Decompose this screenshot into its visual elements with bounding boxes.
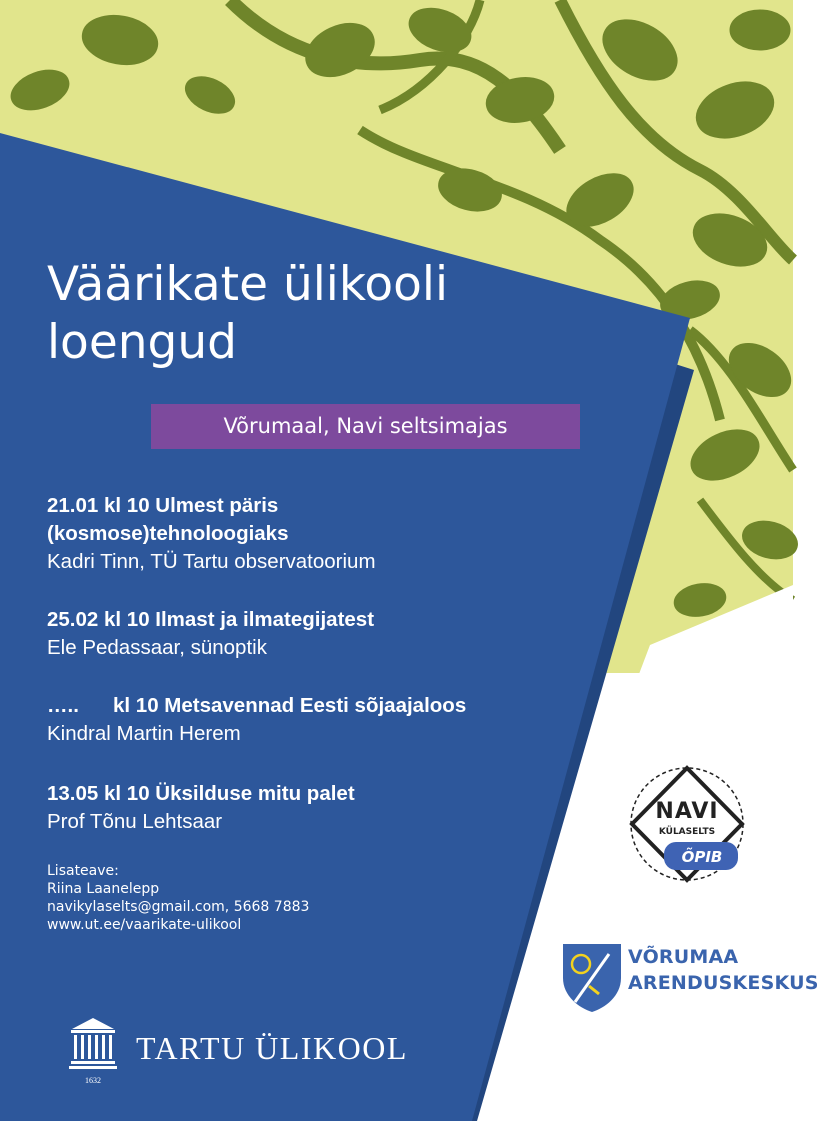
vorumaa-logo-text [628,944,819,996]
contact-name: Riina Laanelepp [47,881,160,897]
lecture-item [47,492,607,576]
lecture-date-placeholder: ….. [47,694,79,717]
tartu-year: 1632 [85,1076,101,1085]
lecture-speaker: Kindral Martin Herem [47,722,241,745]
poster-title [47,256,567,372]
lecture-item [47,606,607,662]
contact-info [47,862,309,934]
location-band: Võrumaal, Navi seltsimajas [151,404,580,449]
vorumaa-line-1: VÕRUMAA [628,946,739,968]
lecture-heading: 21.01 kl 10 Ulmest päris [47,494,279,517]
lecture-heading [47,692,607,720]
lecture-heading: 25.02 kl 10 Ilmast ja ilmategijatest [47,608,375,631]
lecture-item [47,692,607,748]
navi-kulaselts-logo [624,762,754,888]
navi-tag: ÕPIB [681,848,723,866]
navi-name: NAVI [655,799,719,824]
lecture-speaker: Prof Tõnu Lehtsaar [47,810,223,833]
title-line-1: Väärikate ülikooli [47,257,449,312]
contact-label: Lisateave: [47,863,119,879]
contact-url[interactable]: www.ut.ee/vaarikate-ulikool [47,917,242,933]
tartu-university-emblem-icon [68,1015,118,1087]
lecture-heading-text: kl 10 Metsavennad Eesti sõjaajaloos [113,694,467,717]
lecture-speaker: Ele Pedassaar, sünoptik [47,636,267,659]
vorumaa-line-2: ARENDUSKESKUS [628,972,819,994]
navi-sub: KÜLASELTS [658,827,716,837]
lecture-item [47,780,607,836]
lecture-heading-cont: (kosmose)tehnoloogiaks [47,522,289,545]
lecture-speaker: Kadri Tinn, TÜ Tartu observatoorium [47,550,376,573]
contact-email-phone: navikylaselts@gmail.com, 5668 7883 [47,899,310,915]
title-line-2: loengud [47,315,237,370]
tartu-university-name: TARTU ÜLIKOOL [136,1030,408,1066]
lecture-heading: 13.05 kl 10 Üksilduse mitu palet [47,782,355,805]
vorumaa-shield-icon [561,942,623,1014]
